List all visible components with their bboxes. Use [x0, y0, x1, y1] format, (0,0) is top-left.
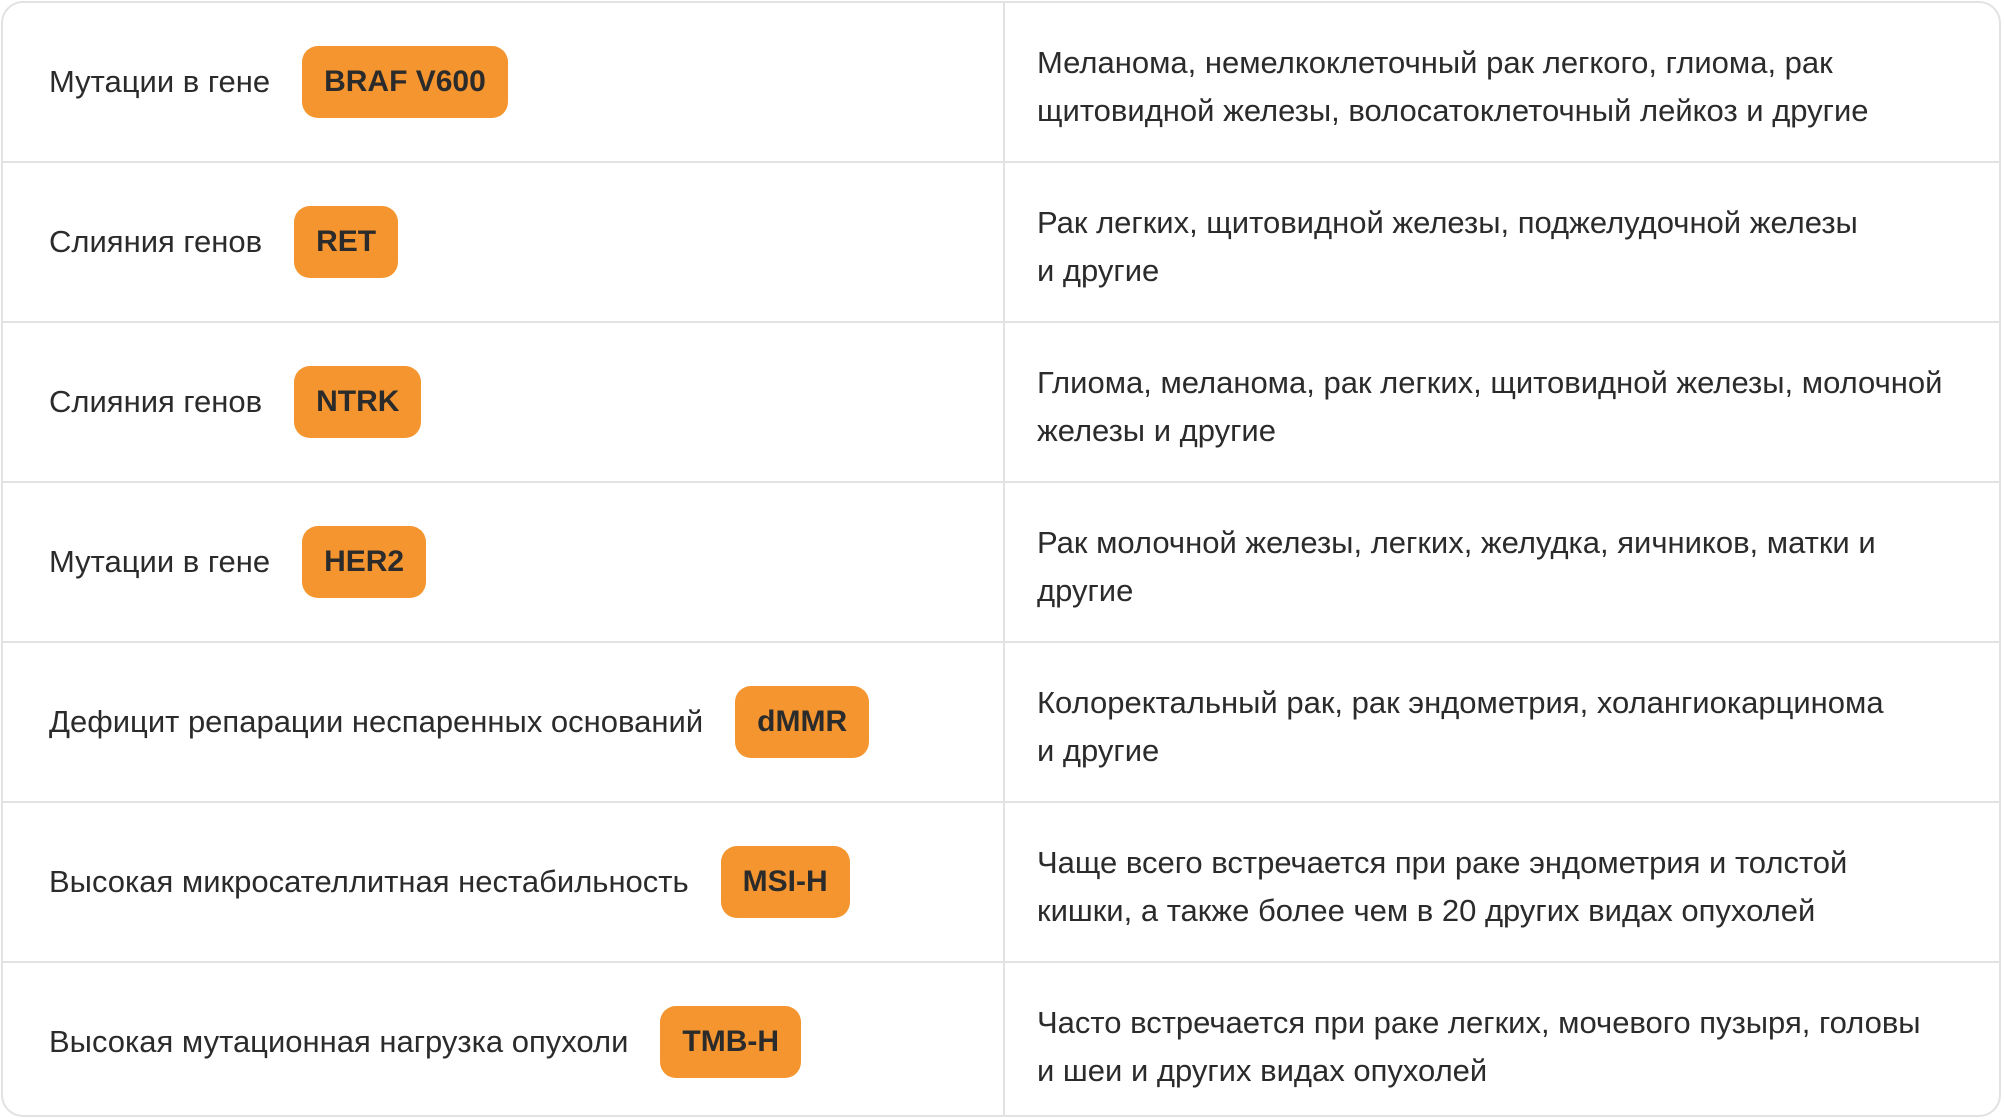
biomarker-cell [49, 803, 989, 961]
biomarker-label: Мутации в гене [49, 544, 271, 579]
description-line: железы и другие [1037, 413, 1276, 448]
tumor-types-cell [1037, 839, 1977, 935]
table-row [3, 643, 1999, 803]
biomarker-badge: dMMR [735, 686, 869, 758]
table-row [3, 803, 1999, 963]
biomarker-label: Слияния генов [49, 224, 263, 259]
biomarker-badge: NTRK [294, 366, 421, 438]
description-line: и другие [1037, 253, 1160, 288]
biomarker-badge: TMB-H [660, 1006, 801, 1078]
table-row [3, 3, 1999, 163]
description-line: Колоректальный рак, рак эндометрия, холангиокарцинома [1037, 685, 1884, 720]
tumor-types-cell [1037, 359, 1977, 455]
biomarker-cell [49, 3, 989, 161]
tumor-types-cell [1037, 39, 1977, 135]
biomarker-cell [49, 323, 989, 481]
table-row [3, 163, 1999, 323]
tumor-types-cell [1037, 199, 1977, 295]
tumor-types-cell [1037, 999, 1977, 1095]
biomarker-label: Мутации в гене [49, 64, 271, 99]
description-line: и шеи и других видах опухолей [1037, 1053, 1488, 1088]
tumor-types-cell [1037, 519, 1977, 615]
biomarker-label: Высокая микросателлитная нестабильность [49, 864, 689, 899]
description-line: кишки, а также более чем в 20 других видах опухолей [1037, 893, 1816, 928]
biomarker-label: Слияния генов [49, 384, 263, 419]
biomarker-cell [49, 163, 989, 321]
description-line: Глиома, меланома, рак легких, щитовидной железы, молочной [1037, 365, 1943, 400]
description-line: и другие [1037, 733, 1160, 768]
table-row [3, 963, 1999, 1117]
description-line: Часто встречается при раке легких, мочевого пузыря, головы [1037, 1005, 1921, 1040]
biomarker-badge: HER2 [302, 526, 426, 598]
description-line: Меланома, немелкоклеточный рак легкого, глиома, рак [1037, 45, 1833, 80]
description-line: Рак молочной железы, легких, желудка, яичников, матки и [1037, 525, 1876, 560]
description-line: Чаще всего встречается при раке эндометрия и толстой [1037, 845, 1848, 880]
biomarker-cell [49, 963, 989, 1117]
biomarker-badge: MSI-H [721, 846, 850, 918]
table-row [3, 483, 1999, 643]
biomarker-cell [49, 643, 989, 801]
biomarker-badge: RET [294, 206, 398, 278]
description-line: другие [1037, 573, 1134, 608]
biomarker-table [1, 1, 2001, 1117]
description-line: щитовидной железы, волосатоклеточный лейкоз и другие [1037, 93, 1869, 128]
tumor-types-cell [1037, 679, 1977, 775]
biomarker-label: Высокая мутационная нагрузка опухоли [49, 1024, 629, 1059]
biomarker-badge: BRAF V600 [302, 46, 508, 118]
description-line: Рак легких, щитовидной железы, поджелудочной железы [1037, 205, 1858, 240]
table-row [3, 323, 1999, 483]
biomarker-label: Дефицит репарации неспаренных оснований [49, 704, 704, 739]
biomarker-cell [49, 483, 989, 641]
